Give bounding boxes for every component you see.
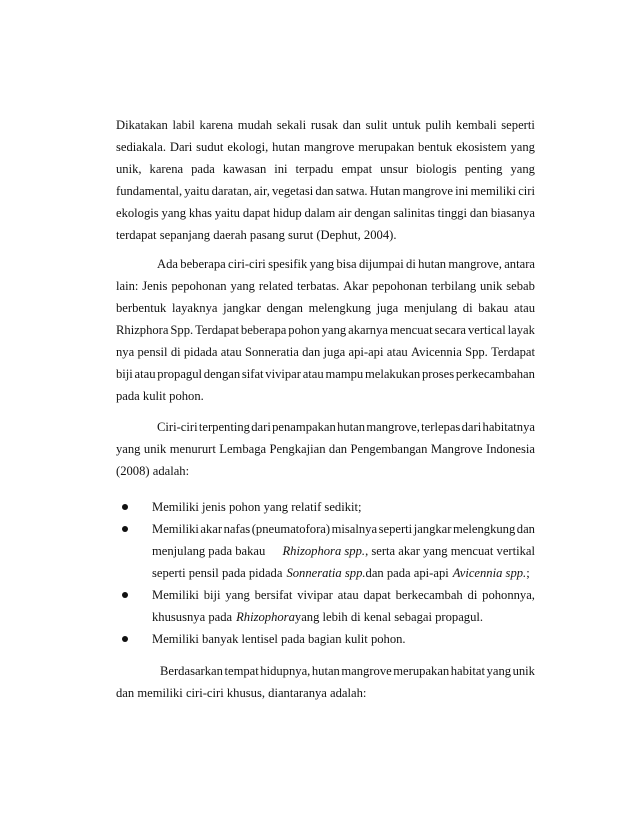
paragraph-2 [116, 253, 535, 407]
word: di [170, 345, 181, 359]
word: related [258, 279, 294, 293]
word: unik, [116, 162, 142, 176]
text-line [116, 136, 535, 158]
bullet-icon [122, 636, 128, 642]
word: seperti [501, 118, 535, 132]
word: Terdapat [491, 345, 535, 359]
word: terlepas [421, 420, 461, 434]
text-span: , serta akar yang mencuat vertikal [365, 544, 535, 558]
word: mencuat [389, 323, 433, 337]
word: empat [341, 162, 373, 176]
word: fundamental, [116, 184, 183, 198]
word: sebab [506, 279, 535, 293]
word: terbatas. [296, 279, 340, 293]
word: biasanya [490, 206, 535, 220]
word: hutan [337, 420, 366, 434]
word: ciri [518, 184, 535, 198]
word: jangkar [413, 522, 452, 536]
word: layaknya [172, 301, 218, 315]
word: terbilang [431, 279, 477, 293]
word: yang [116, 442, 141, 456]
word: hutan [418, 257, 447, 271]
word: antara [504, 257, 535, 271]
text-line [152, 562, 535, 584]
word: sediakala. [116, 140, 166, 154]
word: kawasan [222, 162, 267, 176]
word: dapat [242, 206, 271, 220]
text-line [116, 202, 535, 224]
word: merupakan [358, 140, 415, 154]
word: pepohonan [171, 279, 227, 293]
bullet-icon [122, 592, 128, 598]
word: melengkung [308, 301, 371, 315]
word: untuk [392, 118, 421, 132]
word: habitatnya [482, 420, 535, 434]
word: vertical [467, 323, 506, 337]
bullet-icon [122, 504, 128, 510]
text-line [116, 363, 535, 385]
text-span: ; [526, 566, 530, 580]
word: dan [315, 184, 334, 198]
text-line [116, 158, 535, 180]
word: sulit [365, 118, 388, 132]
text-line [152, 584, 535, 606]
word: atau [386, 345, 408, 359]
word: kembali [456, 118, 497, 132]
word: menururt [169, 442, 216, 456]
word: mangrove [341, 664, 392, 678]
word: dan [469, 206, 489, 220]
text-line: Memiliki banyak lentisel pada bagian kulit pohon. [152, 632, 406, 646]
text-line: (2008) adalah: [116, 464, 190, 478]
text-line [116, 114, 535, 136]
word: propagul [157, 367, 203, 381]
text-line [116, 180, 535, 202]
paragraph-3 [116, 416, 535, 482]
word: yaitu [184, 184, 210, 198]
text-line: pada kulit pohon. [116, 389, 204, 403]
word: yang [309, 257, 335, 271]
word: pidada [183, 345, 218, 359]
word: bisa [336, 257, 357, 271]
word: dari [461, 420, 482, 434]
word: terpadu [295, 162, 334, 176]
word: memiliki [470, 184, 517, 198]
word: mangrove [303, 140, 355, 154]
text-line [116, 660, 535, 682]
word: ekosistem [456, 140, 507, 154]
paragraph-closing [116, 660, 535, 704]
word: menjulang [403, 301, 458, 315]
list-item [122, 628, 535, 650]
text-line: terdapat sepanjang daerah pasang surut (Dephut, 2004). [116, 228, 397, 242]
word: yang [486, 664, 512, 678]
word: yang [230, 279, 255, 293]
word: ciri-ciri [228, 257, 266, 271]
word: Akar [343, 279, 369, 293]
word: perkecambahan [455, 367, 535, 381]
word: api-api [348, 345, 384, 359]
word: Spp. [465, 345, 488, 359]
word: di [467, 588, 478, 602]
word: pohonnya, [482, 588, 535, 602]
word: sudut [196, 140, 224, 154]
word: pohon [288, 323, 320, 337]
word: dan [342, 118, 361, 132]
word: vivipar [265, 367, 301, 381]
word: ekologis [116, 206, 159, 220]
word: Spp. [170, 323, 194, 337]
word: nafas [223, 522, 251, 536]
word: Avicennia [410, 345, 462, 359]
word: karena [149, 162, 184, 176]
word: pulih [425, 118, 452, 132]
word: dengan [203, 367, 241, 381]
text-line [116, 297, 535, 319]
word: dan [328, 442, 348, 456]
word: sifat [241, 367, 264, 381]
list-item [122, 518, 535, 584]
word: lain: [116, 279, 139, 293]
list-item [122, 584, 535, 628]
word: yang [510, 140, 535, 154]
text-span: dan pada api-api [365, 566, 449, 580]
word: mudah [237, 118, 273, 132]
text-line [116, 319, 535, 341]
word: hutan [311, 664, 340, 678]
word: proses [421, 367, 455, 381]
word: bentuk [418, 140, 453, 154]
word: salinitas [393, 206, 435, 220]
word: pepohonan [372, 279, 428, 293]
word: atau [220, 345, 242, 359]
word: unik [512, 664, 535, 678]
word: unik [143, 442, 167, 456]
word: terpenting [198, 420, 250, 434]
word: juga [376, 301, 399, 315]
word: yang [225, 588, 250, 602]
word: atau [514, 301, 535, 315]
word: pensil [137, 345, 168, 359]
word: rusak [310, 118, 339, 132]
word: melengkung [453, 522, 516, 536]
word: ini [274, 162, 288, 176]
word: dan [302, 345, 321, 359]
word: mampu [325, 367, 364, 381]
word: Terdapat [195, 323, 239, 337]
word: mangrove, [366, 420, 420, 434]
word: akarnya [348, 323, 388, 337]
word: Memiliki [152, 522, 199, 536]
word: Jenis [142, 279, 168, 293]
word: melakukan [364, 367, 421, 381]
word: tempat [224, 664, 259, 678]
word: dijumpai [358, 257, 404, 271]
word: biologis [416, 162, 457, 176]
word: Indonesia [486, 442, 535, 456]
text-line [116, 253, 535, 275]
word: dalam [304, 206, 336, 220]
word: dengan [354, 206, 391, 220]
word: Berdasarkan [160, 664, 223, 678]
text-span: menjulang pada bakau [152, 544, 266, 558]
word: juga [323, 345, 346, 359]
word: air, [253, 184, 270, 198]
word: nya [116, 345, 135, 359]
word: Dari [169, 140, 193, 154]
text-span: yang lebih di kenal sebagai propagul. [294, 610, 484, 624]
text-span: seperti pensil pada pidada [152, 566, 283, 580]
word: Ciri-ciri [157, 420, 198, 434]
word: pada [191, 162, 215, 176]
word: hutan [272, 140, 301, 154]
list-item [122, 496, 535, 518]
word: daratan, [211, 184, 252, 198]
word: di [406, 257, 416, 271]
word: Pengembangan [350, 442, 428, 456]
word: sekali [276, 118, 307, 132]
word: hidupnya, [260, 664, 311, 678]
word: Hutan [369, 184, 401, 198]
word: bersifat [254, 588, 293, 602]
word: ekologi, [227, 140, 269, 154]
word: berkecambah [395, 588, 463, 602]
text-line [152, 518, 535, 540]
word: habitat [450, 664, 486, 678]
word: unsur [380, 162, 409, 176]
word: biji [116, 367, 133, 381]
species-name: Sonneratia spp. [286, 566, 366, 580]
word: yaitu [214, 206, 240, 220]
word: secara [434, 323, 467, 337]
word: penampakan [272, 420, 336, 434]
word: (pneumatofora) [251, 522, 331, 536]
text-line [116, 416, 535, 438]
word: khas [188, 206, 212, 220]
word: dengan [266, 301, 303, 315]
word: Ada [157, 257, 178, 271]
word: misalnya [331, 522, 378, 536]
word: mangrove [402, 184, 453, 198]
word: beberapa [240, 323, 287, 337]
word: layak [507, 323, 535, 337]
species-name: Rhizophora spp. [282, 544, 366, 558]
word: atau [337, 588, 359, 602]
word: vegetasi [272, 184, 314, 198]
text-line [152, 606, 535, 628]
word: Rhizphora [116, 323, 169, 337]
bullet-list [122, 496, 535, 650]
word: dan [516, 522, 535, 536]
text-span [453, 562, 534, 584]
text-line [116, 275, 535, 297]
word: jangkar [223, 301, 261, 315]
word: unik [480, 279, 503, 293]
text-line: Memiliki jenis pohon yang relatif sedikit; [152, 500, 362, 514]
word: Sonneratia [244, 345, 299, 359]
word: di [462, 301, 473, 315]
word: satwa. [335, 184, 368, 198]
text-span: khususnya pada [152, 610, 233, 624]
word: bakau [478, 301, 509, 315]
species-name: Avicennia spp. [452, 566, 527, 580]
word: dari [251, 420, 271, 434]
paragraph-1 [116, 114, 535, 246]
text-span [282, 540, 535, 562]
word: tinggi [437, 206, 467, 220]
word: atau [302, 367, 324, 381]
word: vivipar [297, 588, 333, 602]
word: beberapa [180, 257, 226, 271]
word: yang [510, 162, 535, 176]
word: Dikatakan [116, 118, 168, 132]
word: akar [200, 522, 223, 536]
bullet-icon [122, 526, 128, 532]
word: seperti [378, 522, 413, 536]
species-name: Rhizophora [236, 610, 295, 624]
word: Memiliki [152, 588, 199, 602]
word: penting [464, 162, 503, 176]
word: karena [199, 118, 234, 132]
text-line [116, 341, 535, 363]
word: hidup [272, 206, 302, 220]
text-line [152, 540, 535, 562]
word: merupakan [393, 664, 450, 678]
word: air [338, 206, 352, 220]
word: ini [455, 184, 469, 198]
word: Pengkajian [269, 442, 326, 456]
word: yang [321, 323, 347, 337]
word: yang [161, 206, 187, 220]
word: berbentuk [116, 301, 167, 315]
word: spesifik [268, 257, 308, 271]
word: Mangrove [430, 442, 483, 456]
word: dapat [363, 588, 391, 602]
word: mangrove, [448, 257, 502, 271]
word: atau [134, 367, 156, 381]
text-line [116, 438, 535, 460]
text-line: dan memiliki ciri-ciri khusus, diantaranya adalah: [116, 686, 367, 700]
word: Lembaga [219, 442, 267, 456]
word: labil [172, 118, 195, 132]
word: biji [203, 588, 221, 602]
